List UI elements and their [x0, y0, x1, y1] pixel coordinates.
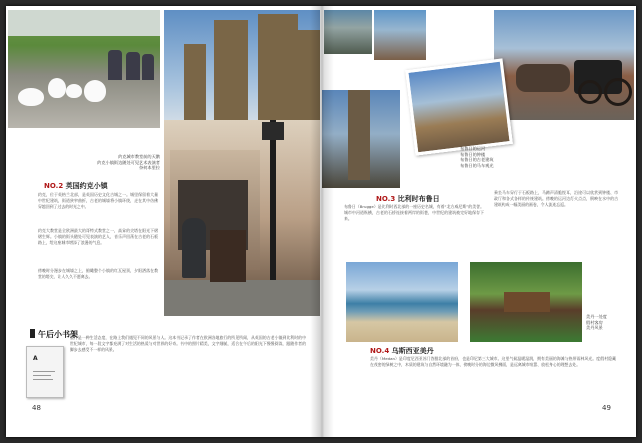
photo-street-pianist	[164, 120, 320, 316]
bruges-paragraph-1: 布鲁日（Brugge）是比利时西北部的一座历史名城，有着“北方威尼斯”的美誉。城市中河道纵横，古老的石桥连接着两岸的街巷，中世纪的建筑被完好地保存下来。	[344, 204, 484, 221]
section-title: 比利时布鲁日	[397, 195, 440, 203]
york-paragraph-3: 傍晚时分漫步在城墙之上，俯瞰整个小镇的红瓦屋顶，夕阳洒落在教堂的塔尖，让人久久不愿离去。	[38, 268, 158, 279]
photo-beach	[346, 262, 458, 342]
photo-york-minster	[164, 10, 320, 120]
caption-resort: 美丹一处度 假村客房 美丹风景	[586, 314, 607, 331]
book-section-title: 午后小书架	[38, 330, 78, 339]
york-paragraph-1: 约克，位于英格兰北部，是英国历史文化古城之一。城里保留着大量中世纪建筑，街道狭窄曲折，古老的城墙将小镇环绕，走在其中仿佛穿越回到了过去的时光之中。	[38, 192, 158, 209]
caption-bruges: 布鲁日的运河 布鲁日的钟楼 布鲁日的古老建筑 布鲁日的马车观光	[460, 146, 494, 168]
left-page	[6, 6, 322, 437]
medan-paragraph: 美丹（Medan）是印度尼西亚苏门答腊北部的首府，也是印尼第三大城市。这里气候温暖湿润，拥有美丽的海滩与热带雨林风光。度假村隐藏在茂密的绿树之中，木质的建筑与自然环境融为一体，傍晚时分的海边微风拂面，是远离城市喧嚣、放松身心的理想去处。	[370, 356, 616, 367]
section-number: NO.4	[370, 347, 390, 355]
section-heading-bruges	[376, 194, 440, 204]
book-cover	[26, 346, 64, 398]
page-number-right: 49	[602, 404, 611, 412]
photo-resort	[470, 262, 582, 342]
caption-swans: 约克城市教堂前的天鹅 约克小镇街边随处可见艺术表演者 奈何本里拉	[97, 154, 160, 171]
photo-bruges-street	[374, 10, 426, 60]
book-cover-title: A	[33, 355, 38, 362]
right-page	[322, 6, 636, 437]
section-marker-icon	[30, 329, 35, 338]
street-lamp	[270, 120, 276, 280]
book-review-paragraph: 旅行是一种生活态度，在路上我们遇见不同的风景与人。这本书记录了作者在欧洲各地旅行的所见所闻，从英国的古老小镇到比利时的中世纪城市，每一段文字都充满了对生活的热爱与对世界的好奇。书中的照片精美，文字细腻，适合在午后的阳光下慢慢阅读，跟随作者的脚步去感受不一样的风景。	[70, 335, 306, 352]
section-heading-york	[44, 181, 108, 191]
section-heading-medan	[370, 346, 434, 356]
piano-figure	[210, 230, 246, 282]
page-number-left: 48	[32, 404, 41, 412]
bruges-paragraph-2: 乘坐马车穿行于石板路上，马蹄声清脆悦耳，沿途可以欣赏到钟楼、市政厅和各式各样的传统建筑。傍晚的运河边灯火点点，倒映在水中的古建筑构成一幅美丽的画卷，令人流连忘返。	[494, 190, 618, 207]
magazine-spread	[6, 6, 636, 437]
section-number: NO.3	[376, 195, 396, 203]
section-title: 乌斯西亚美丹	[391, 347, 434, 355]
section-title: 英国约克小镇	[65, 182, 108, 190]
york-paragraph-2: 约克大教堂是全欧洲最大的哥特式教堂之一，高耸的尖塔在阳光下熠熠生辉。小镇的街头随处可见表演的艺人，音乐声回荡在古老的石板路上，给这座城市增添了浪漫的气息。	[38, 228, 158, 245]
photo-horse-carriage	[494, 10, 634, 120]
photo-bruges-buildings	[405, 58, 513, 155]
photo-swans-square	[8, 10, 160, 128]
book-gutter-shadow	[310, 6, 334, 437]
section-number: NO.2	[44, 182, 64, 190]
pianist-figure	[182, 218, 206, 278]
